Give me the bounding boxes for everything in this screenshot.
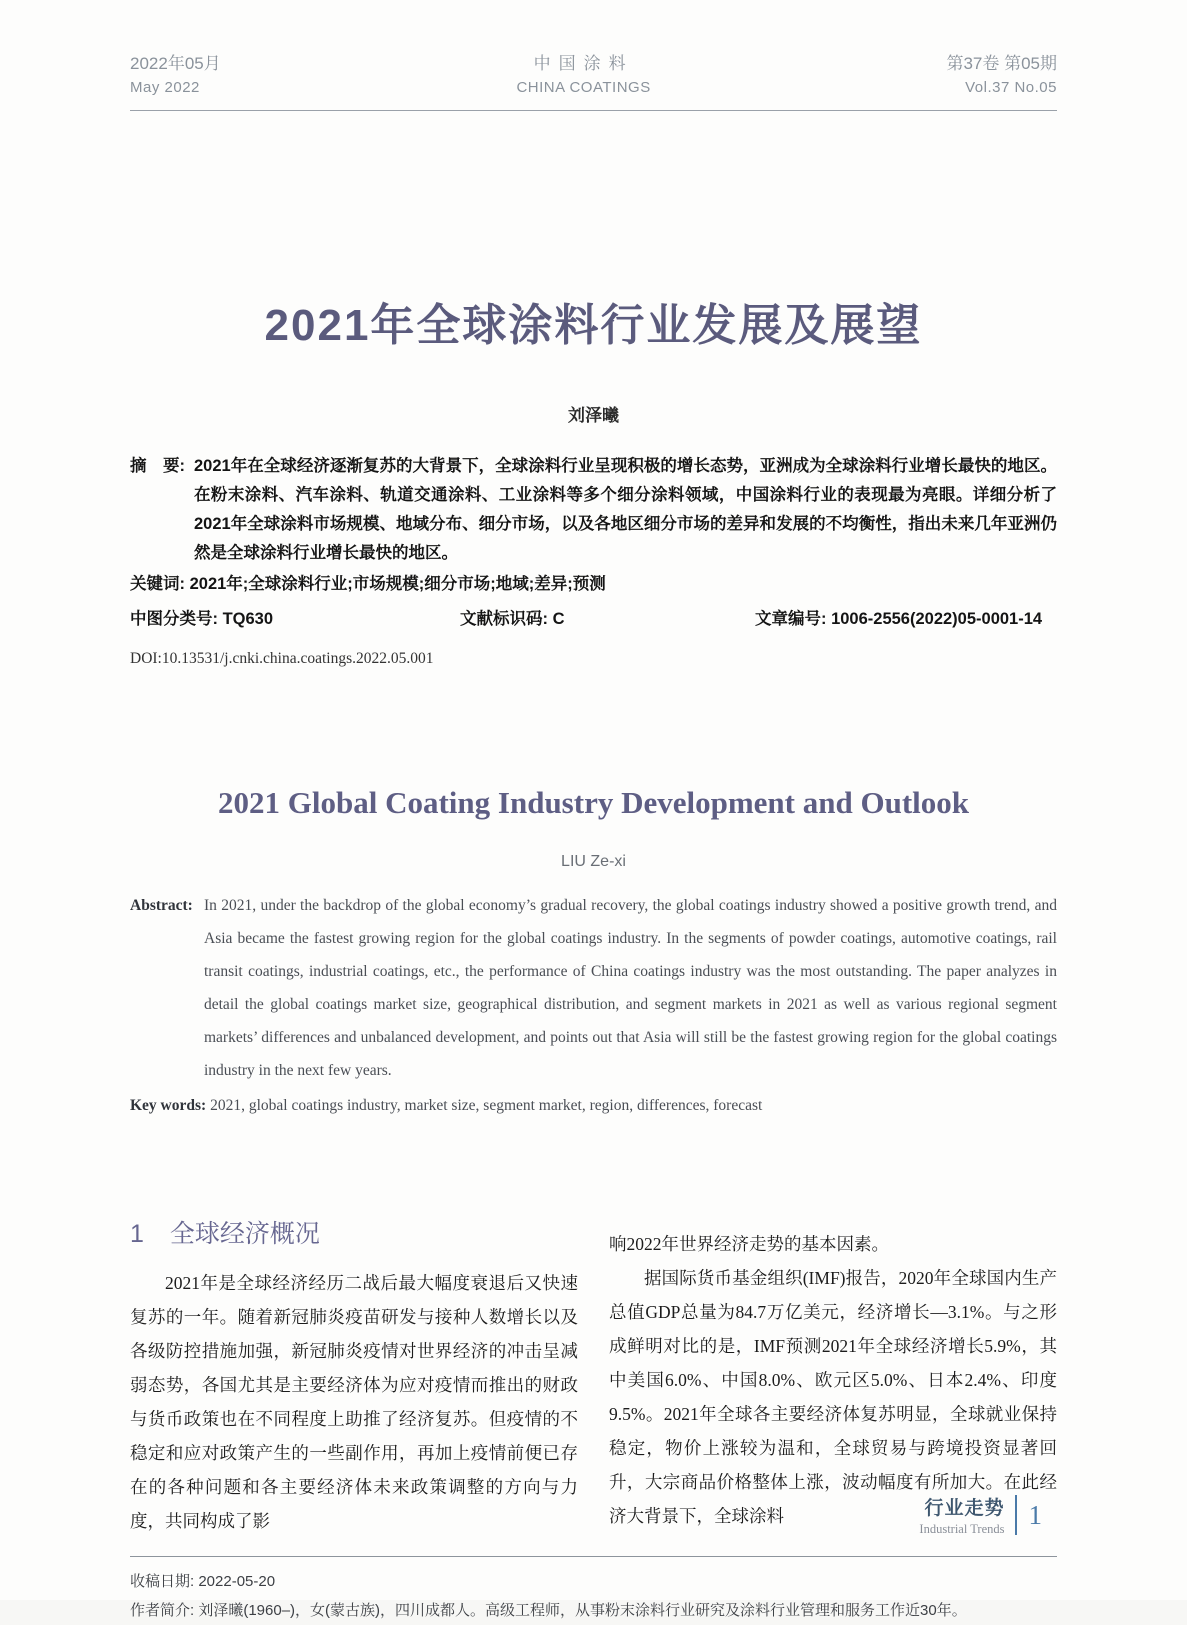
clc-number: 中图分类号: TQ630 [130, 610, 274, 628]
article-title-zh: 2021年全球涂料行业发展及展望 [264, 301, 923, 350]
page-footer [919, 1493, 1042, 1537]
column-left [130, 1214, 578, 1538]
paragraph: 2021年是全球经济经历二战后最大幅度衰退后又快速复苏的一年。随着新冠肺炎疫苗研发与接种人数增长以及各级防控措施加强，新冠肺炎疫情对世界经济的冲击呈减弱态势，各国尤其是主要经济体为应对疫情而推出的财政与货币政策也在不同程度上助推了经济复苏。但疫情的不稳定和应对政策产生的一些副作用，再加上疫情前便已存在的各种问题和各主要经济体未来政策调整的方向与力度，共同构成了影 [130, 1273, 578, 1531]
received-date: 收稿日期: 2022-05-20 [130, 1573, 276, 1590]
page-content [130, 0, 1057, 1625]
paragraph: 据国际货币基金组织(IMF)报告，2020年全球国内生产总值GDP总量为84.7万亿美元，经济增长—3.1%。与之形成鲜明对比的是，IMF预测2021年全球经济增长5.9%，其中美国6.0%、中国8.0%、欧元区5.0%、日本2.4%、印度9.5%。2021年全球各主要经济体复苏明显，全球就业保持稳定，物价上涨较为温和，全球贸易与跨境投资显著回升，大宗商品价格整体上涨，波动幅度有所加大。在此经济大背景下，全球涂料 [609, 1268, 1057, 1526]
article-author-zh: 刘泽曦 [568, 406, 619, 425]
keywords-zh-text: 2021年;全球涂料行业;市场规模;细分市场;地域;差异;预测 [189, 575, 606, 593]
section-1-number: 1 [130, 1220, 144, 1248]
article-title-en: 2021 Global Coating Industry Development and Outlook [218, 785, 969, 820]
article-author-en: LIU Ze-xi [561, 853, 626, 870]
journal-name [516, 52, 650, 100]
section-1-heading [130, 1214, 578, 1250]
journal-name-zh: 中国涂料 [533, 54, 634, 73]
article-id: 文章编号: 1006-2556(2022)05-0001-14 [755, 610, 1043, 628]
page-number: 1 [1028, 1499, 1042, 1530]
footnote [130, 1557, 1057, 1625]
footer-column-zh: 行业走势 [924, 1498, 1005, 1519]
abstract-zh-label: 摘 要: [130, 457, 185, 475]
keywords-en-label: Key words: [130, 1097, 207, 1114]
keywords-zh [130, 570, 1057, 599]
keywords-en-text: 2021, global coatings industry, market size, segment market, region, differences, forecast [210, 1097, 763, 1114]
abstract-zh-text: 2021年在全球经济逐渐复苏的大背景下，全球涂料行业呈现积极的增长态势，亚洲成为全球涂料行业增长最快的地区。在粉末涂料、汽车涂料、轨道交通涂料、工业涂料等多个细分涂料领域，中国涂料行业的表现最为亮眼。详细分析了2021年全球涂料市场规模、地域分布、细分市场，以及各地区细分市场的差异和发展的不均衡性，指出未来几年亚洲仍然是全球涂料行业增长最快的地区。 [194, 457, 1057, 562]
header-volume-zh: 第37卷 第05期 [946, 54, 1057, 73]
header-date-en: May 2022 [130, 79, 200, 96]
abstract-en-label: Abstract: [130, 897, 193, 914]
abstract-en-block [130, 889, 1057, 1122]
journal-name-en: CHINA COATINGS [516, 79, 651, 96]
header-volume-en: Vol.37 No.05 [965, 79, 1057, 96]
abstract-en [130, 889, 1057, 1087]
doi: DOI:10.13531/j.cnki.china.coatings.2022.05.001 [130, 650, 434, 667]
header-date [130, 52, 221, 100]
body-columns [130, 1214, 1057, 1538]
header-volume [946, 52, 1057, 100]
keywords-zh-label: 关键词: [130, 575, 185, 593]
abstract-zh [130, 452, 1057, 568]
classification-row [130, 605, 1057, 634]
document-code: 文献标识码: C [460, 610, 565, 628]
column-right [609, 1214, 1057, 1538]
journal-header [130, 52, 1057, 111]
footer-column-en: Industrial Trends [919, 1522, 1005, 1536]
section-1-title: 全球经济概况 [169, 1220, 320, 1248]
abstract-zh-block [130, 452, 1057, 673]
paragraph: 响2022年世界经济走势的基本因素。 [609, 1234, 889, 1254]
header-date-zh: 2022年05月 [130, 54, 221, 73]
author-bio: 作者简介: 刘泽曦(1960–)，女(蒙古族)，四川成都人。高级工程师，从事粉末涂料行业研究及涂料行业管理和服务工作近30年。 [130, 1602, 967, 1619]
footer-column-name [919, 1493, 1014, 1537]
abstract-en-text: In 2021, under the backdrop of the global economy’s gradual recovery, the global coatings industry showed a positive growth trend, and Asia became the fastest growing region for the global coatings industry. In the segments of powder coatings, automotive coatings, rail transit coatings, industrial coatings, etc., the performance of China coatings industry was the most outstanding. The paper analyzes in detail the global coatings market size, geographical distribution, and segment markets in 2021 as well as various regional segment markets’ differences and unbalanced development, and points out that Asia will still be the fastest growing region for the global coatings industry in the next few years. [204, 897, 1057, 1079]
keywords-en [130, 1089, 1057, 1122]
